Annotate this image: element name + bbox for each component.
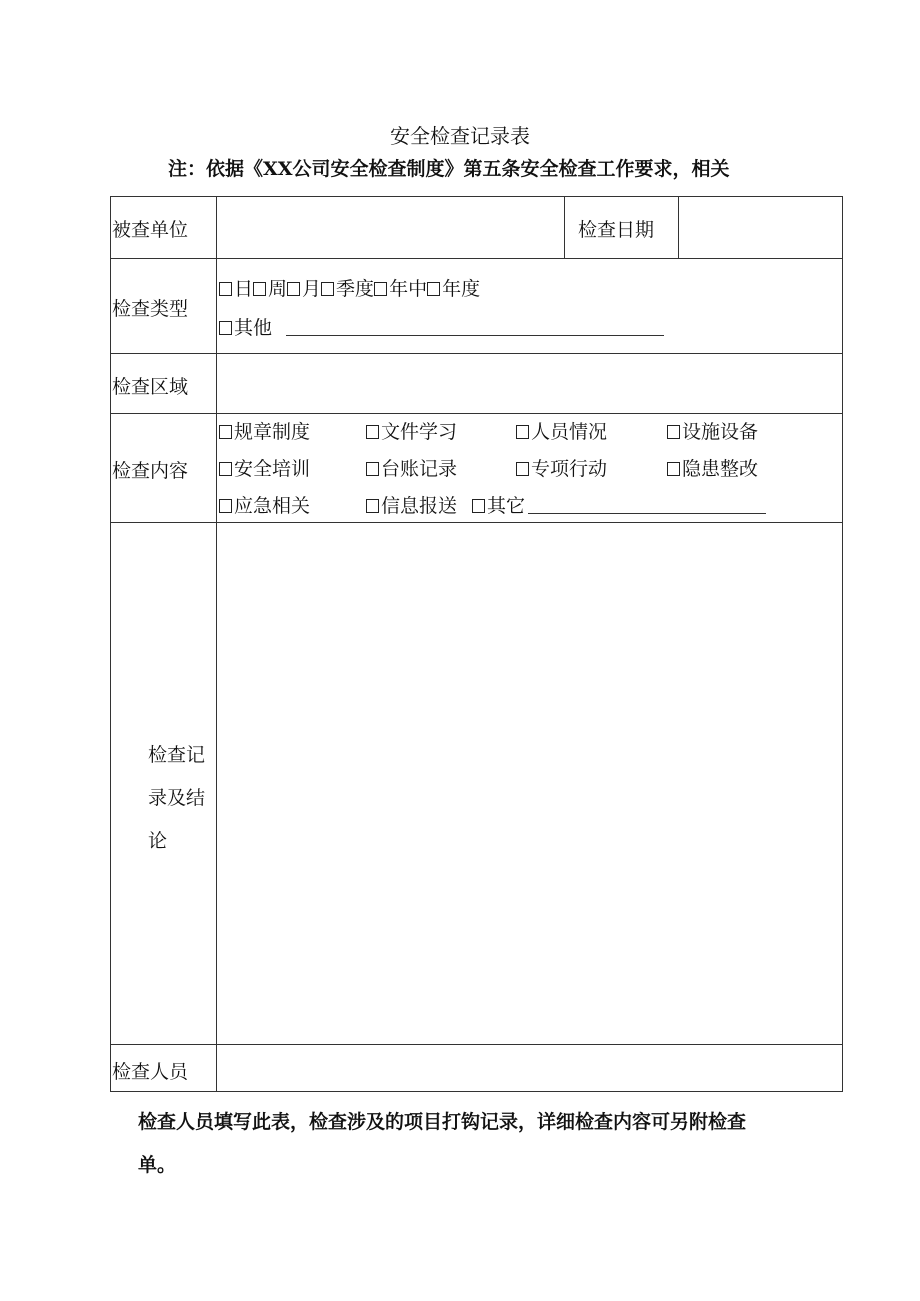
checkbox-icon xyxy=(366,499,379,513)
type-other-field[interactable] xyxy=(286,319,664,336)
date-label: 检查日期 xyxy=(578,219,655,241)
checkbox-content-other[interactable]: 其它 xyxy=(472,491,766,518)
checkbox-icon xyxy=(516,462,529,476)
content-other-field[interactable] xyxy=(528,497,766,514)
checkbox-rules[interactable]: 规章制度 xyxy=(219,417,310,444)
checkbox-day[interactable]: 日 xyxy=(219,278,253,300)
checkbox-annual[interactable]: 年度 xyxy=(427,278,480,300)
inspector-label: 检查人员 xyxy=(112,1061,189,1083)
area-label: 检查区域 xyxy=(112,376,189,398)
checkbox-icon xyxy=(472,499,485,513)
record-field[interactable] xyxy=(222,530,834,1036)
checkbox-icon xyxy=(219,462,232,476)
checkbox-icon xyxy=(219,499,232,513)
area-field[interactable] xyxy=(222,362,834,406)
checkbox-icon xyxy=(287,282,300,296)
content-label: 检查内容 xyxy=(112,460,189,482)
checkbox-icon xyxy=(219,321,232,335)
note-text: 注：依据《XX公司安全检查制度》第五条安全检查工作要求，相关 xyxy=(168,158,730,180)
checkbox-icon xyxy=(374,282,387,296)
page-title: 安全检查记录表 xyxy=(390,124,530,148)
checkbox-facilities[interactable]: 设施设备 xyxy=(667,417,758,444)
checkbox-info-report[interactable]: 信息报送 xyxy=(366,491,457,518)
checkbox-icon xyxy=(427,282,440,296)
checkbox-icon xyxy=(219,282,232,296)
inspector-field[interactable] xyxy=(222,1050,834,1086)
checkbox-icon xyxy=(366,462,379,476)
checkbox-quarter[interactable]: 季度 xyxy=(321,278,374,300)
checkbox-special-action[interactable]: 专项行动 xyxy=(516,454,607,481)
checkbox-ledger[interactable]: 台账记录 xyxy=(366,454,457,481)
type-options xyxy=(219,274,480,301)
checkbox-icon xyxy=(516,425,529,439)
footer-note-line2: 单。 xyxy=(138,1154,177,1176)
checkbox-emergency[interactable]: 应急相关 xyxy=(219,491,310,518)
checkbox-personnel[interactable]: 人员情况 xyxy=(516,417,607,444)
checkbox-icon xyxy=(321,282,334,296)
checkbox-type-other[interactable]: 其他 xyxy=(219,313,664,340)
checkbox-icon xyxy=(667,462,680,476)
checkbox-hazard[interactable]: 隐患整改 xyxy=(667,454,758,481)
checkbox-icon xyxy=(253,282,266,296)
record-label: 检查记 录及结 论 xyxy=(148,744,206,852)
footer-note-line1: 检查人员填写此表，检查涉及的项目打钩记录，详细检查内容可另附检查 xyxy=(138,1111,747,1133)
type-label: 检查类型 xyxy=(112,298,189,320)
checkbox-midyear[interactable]: 年中 xyxy=(374,278,427,300)
unit-field[interactable] xyxy=(222,205,558,251)
checkbox-icon xyxy=(366,425,379,439)
checkbox-icon xyxy=(219,425,232,439)
checkbox-icon xyxy=(667,425,680,439)
checkbox-week[interactable]: 周 xyxy=(253,278,287,300)
unit-label: 被查单位 xyxy=(112,219,189,241)
checkbox-month[interactable]: 月 xyxy=(287,278,321,300)
date-field[interactable] xyxy=(684,205,834,251)
checkbox-documents[interactable]: 文件学习 xyxy=(366,417,457,444)
checkbox-training[interactable]: 安全培训 xyxy=(219,454,310,481)
